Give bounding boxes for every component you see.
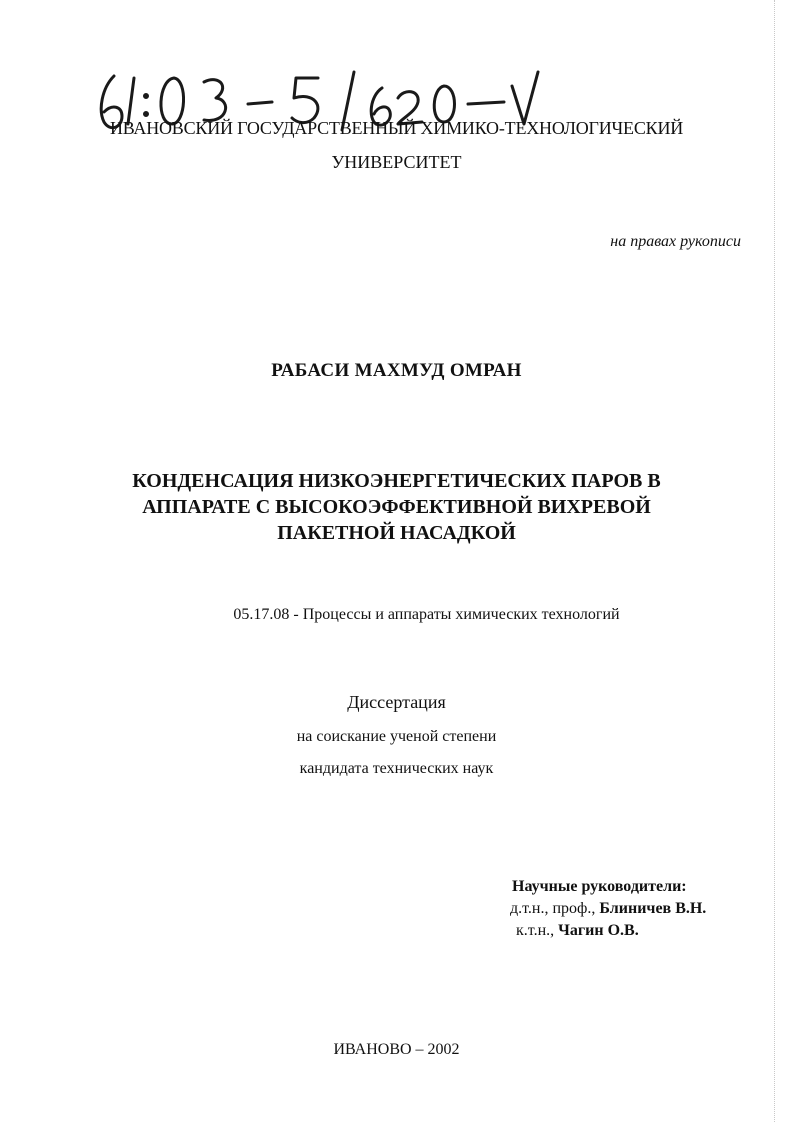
specialty-code: 05.17.08 - Процессы и аппараты химических технологий bbox=[233, 606, 620, 623]
dissertation-title bbox=[0, 468, 793, 546]
supervisor-row bbox=[516, 920, 706, 942]
university-name-line2: УНИВЕРСИТЕТ bbox=[331, 152, 462, 172]
supervisor-row bbox=[510, 898, 706, 920]
degree-line2: кандидата технических наук bbox=[299, 760, 494, 777]
supervisors-block bbox=[512, 876, 706, 942]
title-line2: АППАРАТЕ С ВЫСОКОЭФФЕКТИВНОЙ ВИХРЕВОЙ bbox=[142, 496, 651, 518]
author-name: РАБАСИ МАХМУД ОМРАН bbox=[271, 360, 522, 381]
title-line3: ПАКЕТНОЙ НАСАДКОЙ bbox=[277, 522, 516, 544]
supervisor-name: Блиничев В.Н. bbox=[599, 900, 707, 917]
degree-line1: на соискание ученой степени bbox=[296, 728, 497, 745]
supervisor-name: Чагин О.В. bbox=[558, 922, 639, 939]
university-name-line1: ИВАНОВСКИЙ ГОСУДАРСТВЕННЫЙ ХИМИКО-ТЕХНОЛОГИЧЕСКИЙ bbox=[109, 118, 684, 138]
city-year: ИВАНОВО – 2002 bbox=[333, 1041, 460, 1058]
supervisor-credentials: к.т.н., bbox=[516, 922, 555, 939]
supervisors-heading: Научные руководители: bbox=[512, 878, 687, 895]
document-type: Диссертация bbox=[347, 692, 446, 712]
supervisor-credentials: д.т.н., проф., bbox=[510, 900, 596, 917]
rights-note: на правах рукописи bbox=[610, 233, 741, 250]
title-line1: КОНДЕНСАЦИЯ НИЗКОЭНЕРГЕТИЧЕСКИХ ПАРОВ В bbox=[132, 470, 661, 492]
